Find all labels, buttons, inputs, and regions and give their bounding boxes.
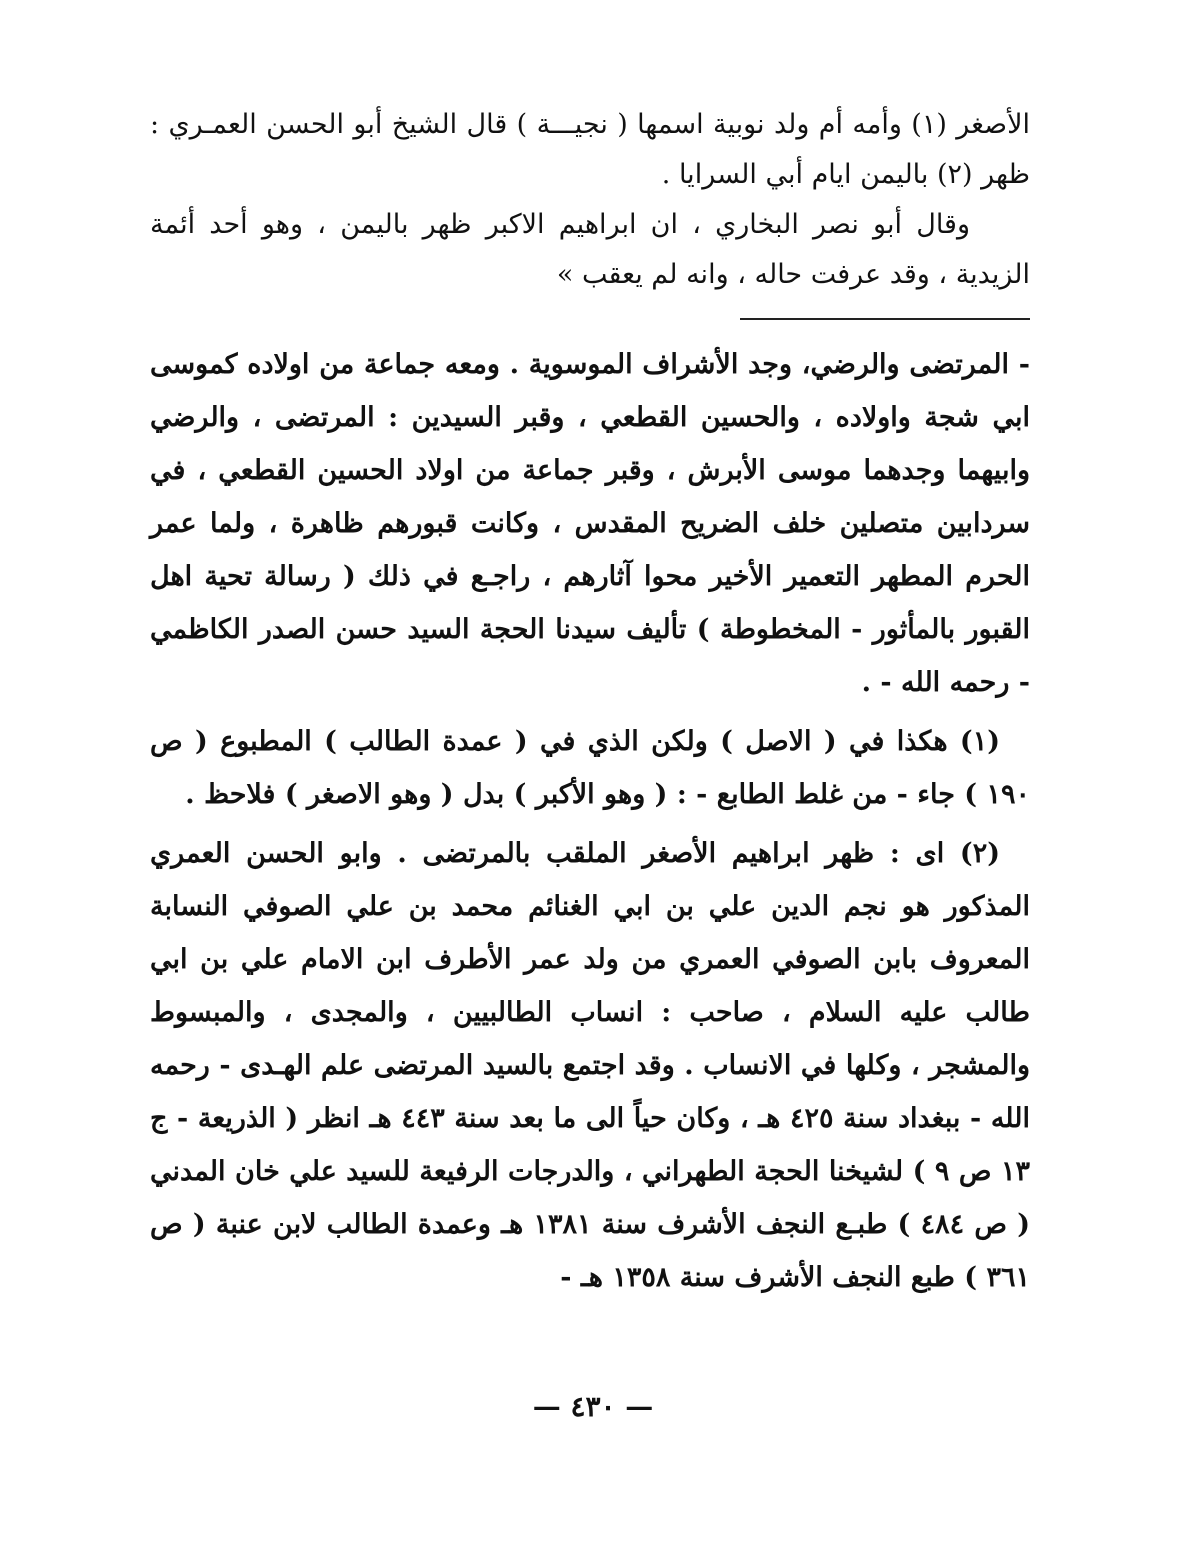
- main-paragraph-2: وقال أبو نصر البخاري ، ان ابراهيم الاكبر ظهر باليمن ، وهو أحد أئمة الزيدية ، وقد عرفت حاله ، وانه لم يعقب »: [150, 209, 1030, 290]
- footnote-1: (١) هكذا في ( الاصل ) ولكن الذي في ( عمدة الطالب ) المطبوع ( ص ١٩٠ ) جاء - من غلط الطابع - : ( وهو الأكبر ) بدل ( وهو الاصغر ) فلاحظ .: [150, 726, 1030, 810]
- footnote-divider: [740, 318, 1030, 320]
- footnote-divider-wrap: [150, 300, 1030, 338]
- page-number: — ٤٣٠ —: [532, 1390, 654, 1423]
- footnote-2: (٢) اى : ظهر ابراهيم الأصغر الملقب بالمرتضى . وابو الحسن العمري المذكور هو نجم الدين علي بن ابي الغنائم محمد بن علي الصوفي النسابة المعروف بابن الصوفي العمري من ولد عمر الأطرف ابن الامام علي بن ابي طالب عليه السلام ، صاحب : انساب الطالبيين ، والمجدى ، والمبسوط والمشجر ، وكلها في الانساب . وقد اجتمع بالسيد المرتضى علم الهـدى - رحمه الله - ببغداد سنة ٤٢٥ هـ ، وكان حياً الى ما بعد سنة ٤٤٣ هـ انظر ( الذريعة - ج ١٣ ص ٩ ) لشيخنا الحجة الطهراني ، والدرجات الرفيعة للسيد علي خان المدني ( ص ٤٨٤ ) طبـع النجف الأشرف سنة ١٣٨١ هـ وعمدة الطالب لابن عنبة ( ص ٣٦١ ) طبع النجف الأشرف سنة ١٣٥٨ هـ -: [150, 838, 1030, 1293]
- main-paragraph-1: الأصغر (١) وأمه أم ولد نوبية اسمها ( نجيـــة ) قال الشيخ أبو الحسن العمـري : ظهر (٢) باليمن ايام أبي السرايا .: [150, 109, 1031, 190]
- footnote-continued: - المرتضى والرضي، وجد الأشراف الموسوية . ومعه جماعة من اولاده كموسى ابي شجة واولاده ، والحسين القطعي ، وقبر السيدين : المرتضى ، والرضي وابيهما وجدهما موسى الأبرش ، وقبر جماعة من اولاد الحسين القطعي ، في سردابين متصلين خلف الضريح المقدس ، وكانت قبورهم ظاهرة ، ولما عمر الحرم المطهر التعمير الأخير محوا آثارهم ، راجـع في ذلك ( رسالة تحية اهل القبور بالمأثور - المخطوطة ) تأليف سيدنا الحجة السيد حسن الصدر الكاظمي - رحمه الله - .: [150, 349, 1030, 698]
- footnotes: [150, 338, 1030, 1304]
- document-page: [150, 100, 1030, 1520]
- main-text: [150, 100, 1030, 300]
